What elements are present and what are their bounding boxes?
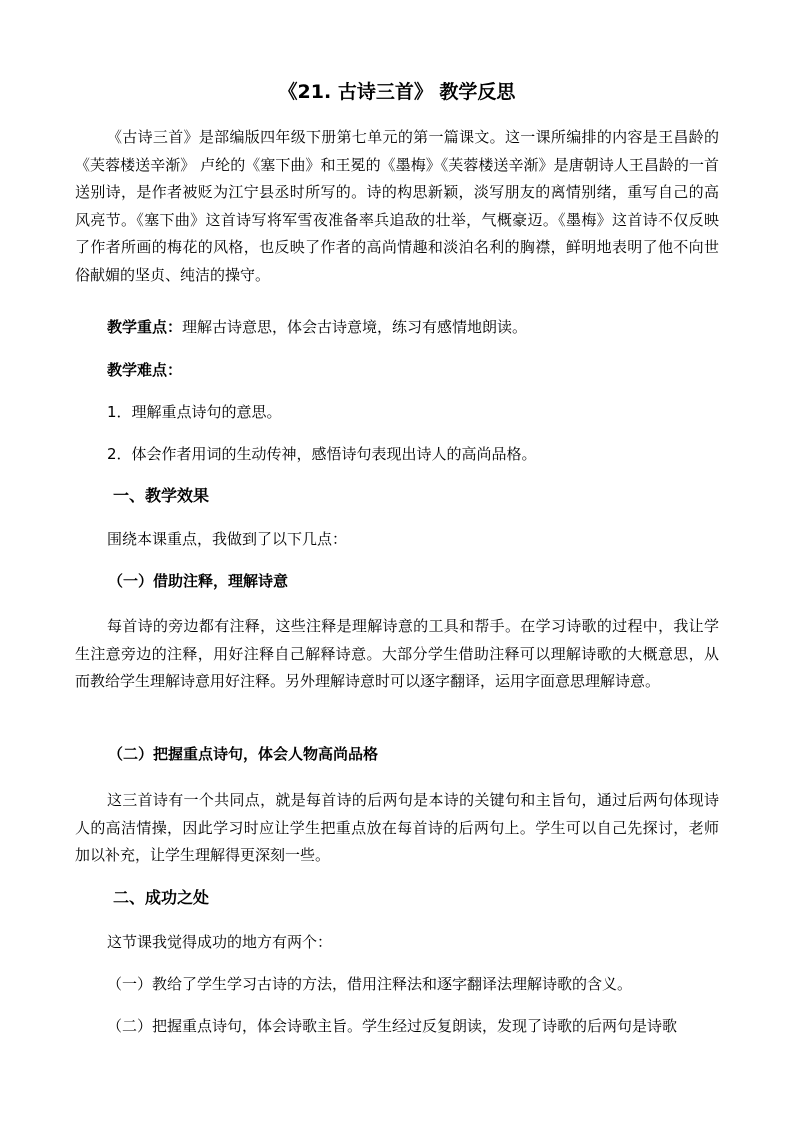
- section-2-item-1: （一）教给了学生学习古诗的方法，借用注释法和逐字翻译法理解诗歌的含义。: [107, 975, 633, 993]
- document-title: 《21. 古诗三首》 教学反思: [278, 81, 516, 103]
- difficulty-item-2: 2．体会作者用词的生动传神，感悟诗句表现出诗人的高尚品格。: [107, 445, 537, 463]
- subsection-1-paragraph: 每首诗的旁边都有注释，这些注释是理解诗意的工具和帮手。在学习诗歌的过程中，我让学生注意旁边的注释，用好注释自己解释诗意。大部分学生借助注释可以理解诗歌的大概意思，从而教给学生理解诗意用好注释。另外理解诗意时可以逐字翻译，运用字面意思理解诗意。: [75, 617, 719, 691]
- section-2-heading: 二、成功之处: [113, 888, 210, 907]
- key-point-text: 理解古诗意思，体会古诗意境，练习有感情地朗读。: [182, 318, 528, 336]
- difficulty-label: 教学难点：: [107, 361, 183, 379]
- section-1-heading: 一、教学效果: [113, 486, 210, 505]
- intro-paragraph: 《古诗三首》是部编版四年级下册第七单元的第一篇课文。这一课所编排的内容是王昌龄的《芙蓉楼送辛渐》 卢纶的《塞下曲》和王冕的《墨梅》《芙蓉楼送辛渐》是唐朝诗人王昌龄的一首送别诗，是作者被贬为江宁县丞时所写的。诗的构思新颖，淡写朋友的离情别绪，重写自己的高风亮节。《塞下曲》这首诗写将军雪夜准备率兵追敌的壮举，气概豪迈。《墨梅》这首诗不仅反映了作者所画的梅花的风格，也反映了作者的高尚情趣和淡泊名利的胸襟，鲜明地表明了他不向世俗献媚的坚贞、纯洁的操守。: [75, 128, 719, 284]
- key-point-label: 教学重点：: [107, 318, 183, 336]
- subsection-2-heading: （二）把握重点诗句，体会人物高尚品格: [108, 745, 379, 763]
- subsection-1-heading: （一）借助注释，理解诗意: [108, 572, 289, 590]
- section-2-item-2: （二）把握重点诗句，体会诗歌主旨。学生经过反复朗读，发现了诗歌的后两句是诗歌: [107, 1017, 678, 1035]
- key-point-line: [107, 316, 527, 338]
- subsection-2-paragraph: 这三首诗有一个共同点，就是每首诗的后两句是本诗的关键句和主旨句，通过后两句体现诗人的高洁情操，因此学习时应让学生把重点放在每首诗的后两句上。学生可以自己先探讨，老师加以补充，让学生理解得更深刻一些。: [75, 791, 719, 865]
- section-1-intro: 围绕本课重点，我做到了以下几点：: [107, 530, 348, 548]
- difficulty-item-1: 1．理解重点诗句的意思。: [107, 403, 282, 421]
- section-2-intro: 这节课我觉得成功的地方有两个：: [107, 933, 333, 951]
